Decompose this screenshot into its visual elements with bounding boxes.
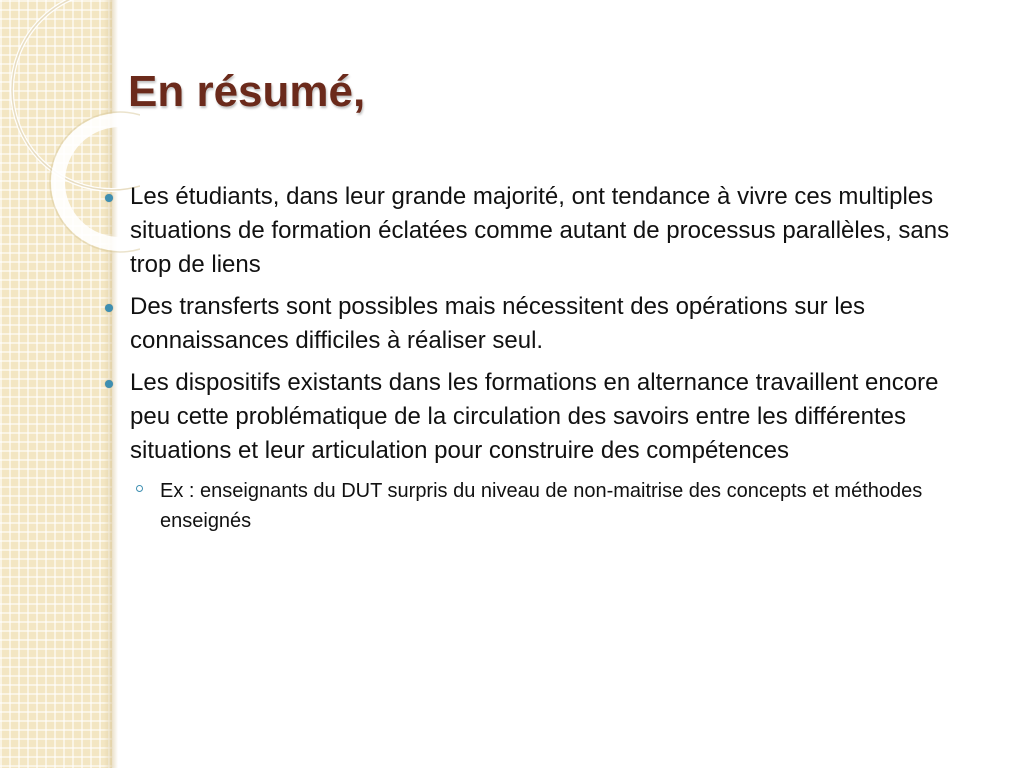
sub-bullet-text: Ex : enseignants du DUT surpris du niveau de non-maitrise des concepts et méthodes enseignés [160, 480, 923, 532]
decorative-circles [0, 0, 140, 260]
bullet-dot-icon [105, 194, 113, 202]
bullet-dot-icon [105, 304, 113, 312]
bullet-list [130, 180, 980, 544]
bullet-item [130, 366, 980, 536]
bullet-text: Les dispositifs existants dans les formations en alternance travaillent encore peu cette problématique de la circulation des savoirs entre les différentes situations et leur articulation pour construire des compétences [130, 369, 939, 464]
sub-bullet-item [160, 476, 980, 536]
bullet-item [130, 180, 980, 282]
bullet-text: Des transferts sont possibles mais nécessitent des opérations sur les connaissances difficiles à réaliser seul. [130, 293, 866, 354]
bullet-item [130, 290, 980, 358]
bullet-text: Les étudiants, dans leur grande majorité, ont tendance à vivre ces multiples situations de formation éclatées comme autant de processus parallèles, sans trop de liens [130, 183, 950, 278]
slide-title: En résumé, [128, 67, 366, 116]
sub-bullet-list [160, 476, 980, 536]
bullet-dot-icon [105, 380, 113, 388]
hollow-circle-bullet-icon [136, 485, 143, 492]
